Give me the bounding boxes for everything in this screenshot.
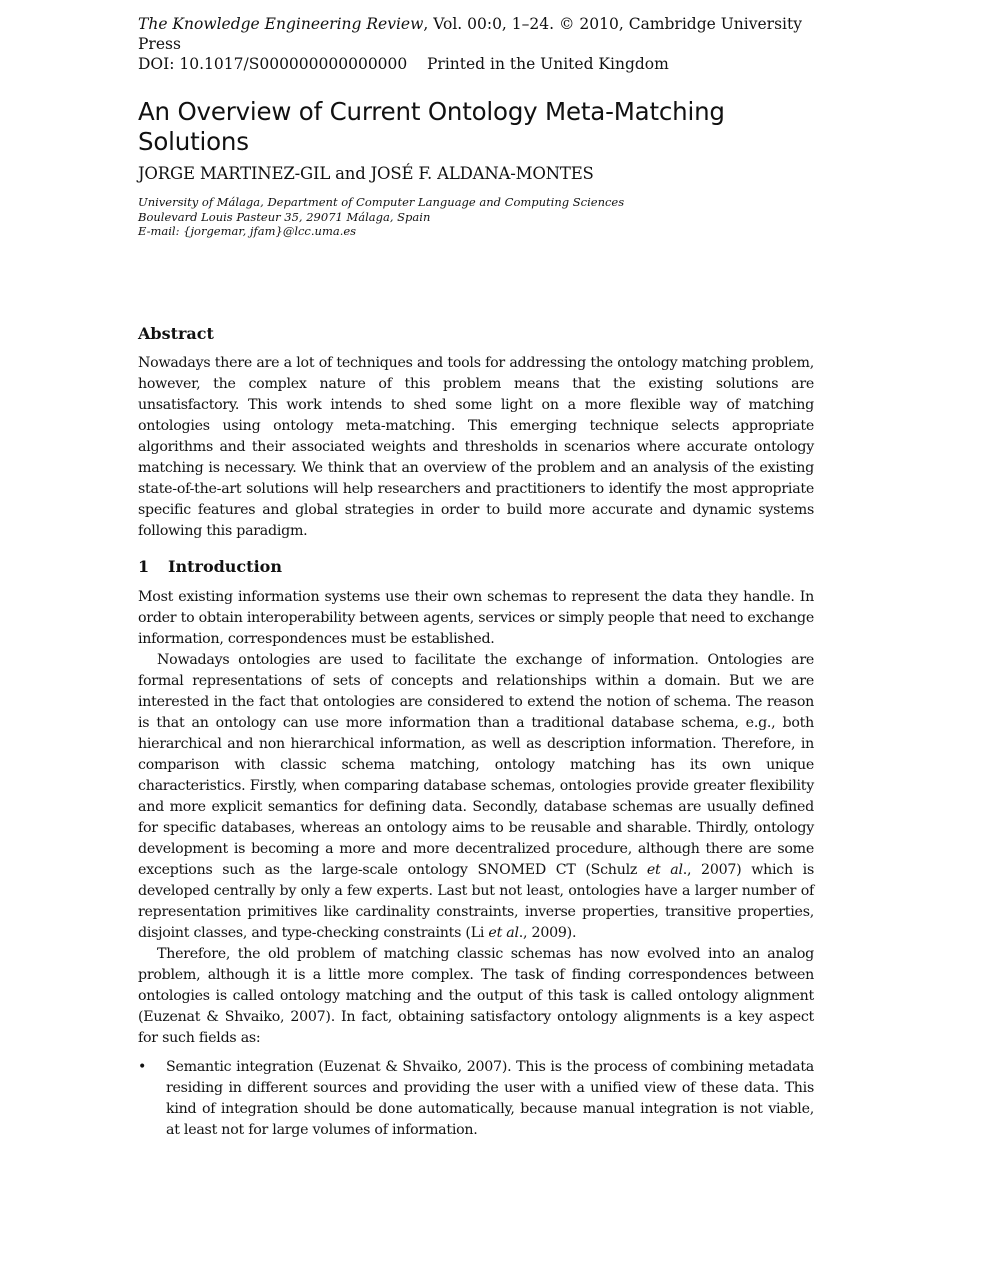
running-header — [138, 14, 814, 74]
affiliation-line: University of Málaga, Department of Computer Language and Computing Sciences — [138, 195, 625, 209]
journal-line — [138, 14, 814, 54]
citation-etal: et al — [488, 925, 519, 941]
section-number: 1 — [138, 557, 150, 576]
section-heading-introduction — [138, 556, 282, 578]
affiliation-line: Boulevard Louis Pasteur 35, 29071 Málaga, Spain — [138, 209, 431, 224]
journal-volume: , Vol. 00:0, 1–24. © 2010, Cambridge University Press — [138, 15, 802, 53]
affiliation-email: E-mail: {jorgemar, jfam}@lcc.uma.es — [138, 224, 357, 238]
list-item — [138, 1057, 814, 1141]
journal-name: The Knowledge Engineering Review — [138, 15, 424, 33]
doi-line: DOI: 10.1017/S000000000000000 Printed in the United Kingdom — [138, 55, 669, 73]
citation-etal: et al — [646, 862, 683, 878]
section-title: Introduction — [168, 557, 282, 576]
paragraph-text: Nowadays ontologies are used to facilitate the exchange of information. Ontologies are formal representations of sets of concepts and relationships within a domain. But we are interested in the fact that ontologies are considered to extend the notion of schema. The reason is that an ontology can use more information than a traditional database schema, e.g., both hierarchical and non hierarchical information, as well as description information. Therefore, in comparison with classic schema matching, ontology matching has its own unique characteristics. Firstly, when comparing database schemas, ontologies provide greater flexibility and more explicit semantics for defining data. Secondly, database schemas are usually defined for specific databases, whereas an ontology aims to be reusable and sharable. Thirdly, ontology development is becoming a more and more decentralized procedure, although there are some exceptions such as the large-scale ontology SNOMED CT (Schulz — [138, 652, 814, 878]
paragraph — [138, 650, 814, 944]
abstract-text: Nowadays there are a lot of techniques and tools for addressing the ontology matching problem, however, the complex nature of this problem means that the existing solutions are unsatisfactory. This work intends to shed some light on a more flexible way of matching ontologies using ontology meta-matching. This emerging technique selects appropriate algorithms and their associated weights and thresholds in scenarios where accurate ontology matching is necessary. We think that an overview of the problem and an analysis of the existing state-of-the-art solutions will help researchers and practitioners to identify the most appropriate specific features and global strategies in order to build more accurate and dynamic systems following this paradigm. — [138, 355, 814, 539]
paragraph-text: ., 2007) which is developed centrally by only a few experts. Last but not least, ontologies have a larger number of representation primitives like cardinality constraints, inverse properties, transitive properties, disjoint classes, and type-checking constraints (Li — [138, 862, 814, 941]
author-list: JORGE MARTINEZ-GIL and JOSÉ F. ALDANA-MONTES — [138, 164, 594, 183]
introduction-body — [138, 587, 814, 1049]
bullet-marker: • — [138, 1059, 147, 1075]
paragraph-text: ., 2009). — [518, 925, 577, 941]
list-item-text: Semantic integration (Euzenat & Shvaiko, 2007). This is the process of combining metadata residing in different sources and providing the user with a unified view of these data. This kind of integration should be done automatically, because manual integration is not viable, at least not for large volumes of information. — [166, 1059, 814, 1138]
affiliation-block — [138, 195, 624, 239]
paragraph: Most existing information systems use their own schemas to represent the data they handle. In order to obtain interoperability between agents, services or simply people that need to exchange information, correspondences must be established. — [138, 589, 814, 647]
bullet-list — [138, 1057, 814, 1141]
abstract-heading: Abstract — [138, 324, 214, 343]
paper-title: An Overview of Current Ontology Meta-Matching Solutions — [138, 97, 725, 156]
paragraph: Therefore, the old problem of matching classic schemas has now evolved into an analog problem, although it is a little more complex. The task of finding correspondences between ontologies is called ontology matching and the output of this task is called ontology alignment (Euzenat & Shvaiko, 2007). In fact, obtaining satisfactory ontology alignments is a key aspect for such fields as: — [138, 946, 814, 1046]
